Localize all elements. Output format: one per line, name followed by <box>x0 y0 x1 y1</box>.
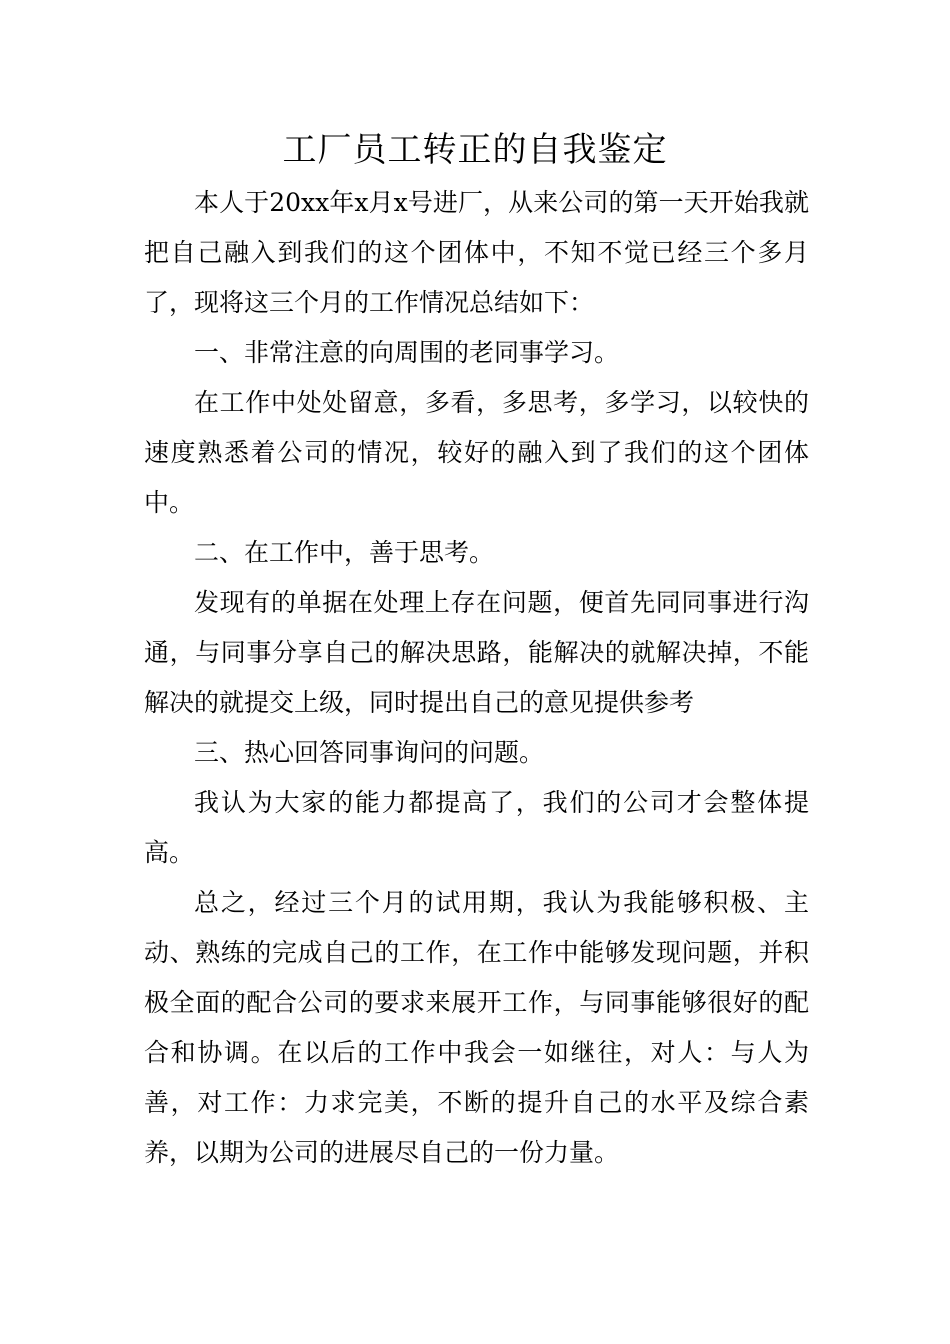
section-body-3: 我认为大家的能力都提高了，我们的公司才会整体提高。 <box>144 788 809 867</box>
intro-paragraph: 本人于20xx年x月x号进厂，从来公司的第一天开始我就把自己融入到我们的这个团体中，不知不觉已经三个多月了，现将这三个月的工作情况总结如下： <box>144 188 809 317</box>
section-body-2: 发现有的单据在处理上存在问题，便首先同同事进行沟通，与同事分享自己的解决思路，能解决的就解决掉，不能解决的就提交上级，同时提出自己的意见提供参考 <box>144 588 809 717</box>
section-heading-1: 一、非常注意的向周围的老同事学习。 <box>194 338 620 367</box>
document-title: 工厂员工转正的自我鉴定 <box>282 130 668 170</box>
section-body-1: 在工作中处处留意，多看，多思考，多学习，以较快的速度熟悉着公司的情况，较好的融入到了我们的这个团体中。 <box>144 388 809 517</box>
conclusion-paragraph: 总之，经过三个月的试用期，我认为我能够积极、主动、熟练的完成自己的工作，在工作中能够发现问题，并积极全面的配合公司的要求来展开工作，与同事能够很好的配合和协调。在以后的工作中我会一如继往，对人：与人为善，对工作：力求完美，不断的提升自己的水平及综合素养，以期为公司的进展尽自己的一份力量。 <box>144 888 809 1167</box>
section-heading-3: 三、热心回答同事询问的问题。 <box>194 738 545 767</box>
document-body <box>144 178 809 1178</box>
section-heading-2: 二、在工作中，善于思考。 <box>194 538 495 567</box>
